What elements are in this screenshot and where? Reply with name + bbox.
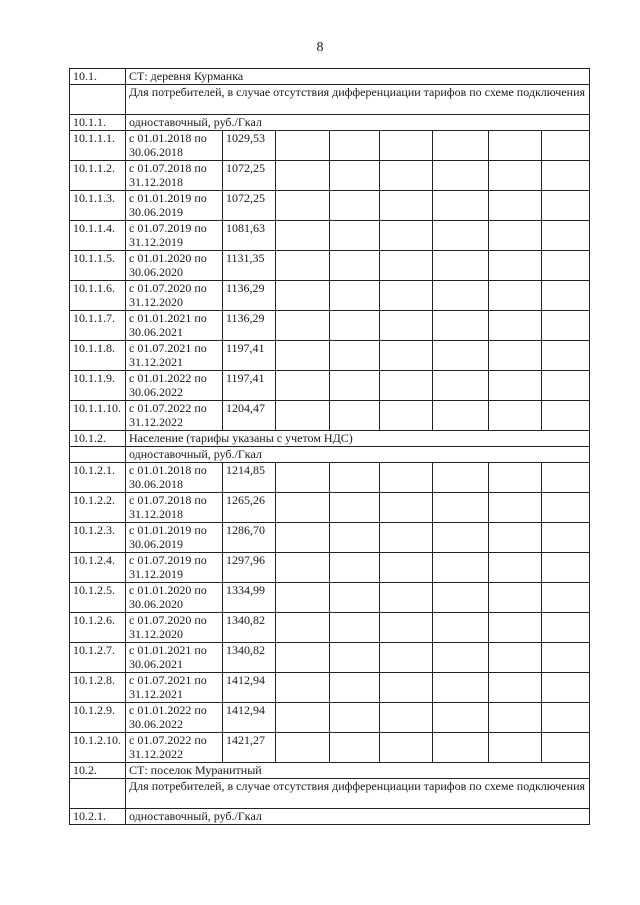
empty-cell [433, 221, 489, 251]
empty-cell [380, 371, 433, 401]
group-code: 10.2.1. [70, 809, 126, 825]
empty-cell [433, 191, 489, 221]
table-row [70, 311, 590, 341]
row-code: 10.1.1.10. [70, 401, 126, 431]
row-value: 1297,96 [223, 553, 276, 583]
row-code: 10.1.2.10. [70, 733, 126, 763]
table-row [70, 583, 590, 613]
empty-cell [380, 341, 433, 371]
empty-cell [433, 703, 489, 733]
empty-cell [380, 311, 433, 341]
row-code: 10.1.2.6. [70, 613, 126, 643]
table-row [70, 613, 590, 643]
row-period: с 01.01.2019 по 30.06.2019 [126, 523, 223, 553]
row-code: 10.1.2.9. [70, 703, 126, 733]
empty-cell [542, 131, 590, 161]
table-row [70, 401, 590, 431]
row-code: 10.1.2.3. [70, 523, 126, 553]
empty-cell [433, 553, 489, 583]
table-row [70, 281, 590, 311]
table-row [70, 493, 590, 523]
row-period: с 01.07.2021 по 31.12.2021 [126, 673, 223, 703]
empty-cell [542, 703, 590, 733]
empty-cell [276, 191, 330, 221]
table-row [70, 703, 590, 733]
empty-cell [489, 703, 542, 733]
empty-cell [542, 553, 590, 583]
empty-cell [433, 583, 489, 613]
group-label: одноставочный, руб./Гкал [126, 115, 590, 131]
empty-cell [433, 341, 489, 371]
group-header-row [70, 809, 590, 825]
table-row [70, 673, 590, 703]
row-period: с 01.07.2020 по 31.12.2020 [126, 613, 223, 643]
empty-cell [489, 281, 542, 311]
table-row [70, 161, 590, 191]
empty-cell [330, 341, 380, 371]
section-code: 10.2. [70, 763, 126, 779]
empty-cell [276, 401, 330, 431]
row-code: 10.1.2.1. [70, 463, 126, 493]
row-value: 1214,85 [223, 463, 276, 493]
empty-cell [433, 493, 489, 523]
empty-cell [433, 371, 489, 401]
group-subheader-row [70, 447, 590, 463]
table-row [70, 733, 590, 763]
empty-cell [433, 733, 489, 763]
empty-cell [276, 371, 330, 401]
table-row [70, 251, 590, 281]
empty-cell [380, 161, 433, 191]
empty-cell [489, 613, 542, 643]
empty-cell [542, 523, 590, 553]
table-row [70, 191, 590, 221]
row-code: 10.1.2.2. [70, 493, 126, 523]
section-code-spacer [70, 85, 126, 115]
empty-cell [489, 583, 542, 613]
row-code: 10.1.2.7. [70, 643, 126, 673]
empty-cell [330, 613, 380, 643]
empty-cell [276, 251, 330, 281]
empty-cell [542, 733, 590, 763]
empty-cell [330, 161, 380, 191]
row-code: 10.1.2.5. [70, 583, 126, 613]
empty-cell [330, 553, 380, 583]
empty-cell [542, 161, 590, 191]
tariff-table [69, 68, 590, 825]
empty-cell [380, 493, 433, 523]
table-row [70, 341, 590, 371]
empty-cell [330, 281, 380, 311]
table-row [70, 221, 590, 251]
empty-cell [489, 221, 542, 251]
empty-cell [542, 221, 590, 251]
row-period: с 01.01.2019 по 30.06.2019 [126, 191, 223, 221]
page-number: 8 [316, 40, 324, 55]
row-code: 10.1.1.4. [70, 221, 126, 251]
empty-cell [542, 583, 590, 613]
row-value: 1334,99 [223, 583, 276, 613]
row-value: 1072,25 [223, 161, 276, 191]
empty-cell [542, 463, 590, 493]
section-code-spacer [70, 779, 126, 809]
table-row [70, 371, 590, 401]
row-period: с 01.01.2020 по 30.06.2020 [126, 251, 223, 281]
tariff-table-body [70, 69, 590, 825]
empty-cell [433, 281, 489, 311]
empty-cell [489, 131, 542, 161]
row-period: с 01.07.2019 по 31.12.2019 [126, 221, 223, 251]
row-period: с 01.07.2020 по 31.12.2020 [126, 281, 223, 311]
table-row [70, 523, 590, 553]
empty-cell [276, 583, 330, 613]
row-code: 10.1.1.6. [70, 281, 126, 311]
group-code-spacer [70, 447, 126, 463]
row-value: 1136,29 [223, 281, 276, 311]
empty-cell [433, 161, 489, 191]
empty-cell [276, 643, 330, 673]
table-row [70, 643, 590, 673]
row-value: 1412,94 [223, 703, 276, 733]
empty-cell [380, 733, 433, 763]
section-code: 10.1. [70, 69, 126, 85]
empty-cell [433, 131, 489, 161]
empty-cell [276, 221, 330, 251]
row-value: 1204,47 [223, 401, 276, 431]
empty-cell [276, 673, 330, 703]
row-code: 10.1.1.3. [70, 191, 126, 221]
empty-cell [330, 523, 380, 553]
empty-cell [489, 341, 542, 371]
group-code: 10.1.2. [70, 431, 126, 447]
row-code: 10.1.1.1. [70, 131, 126, 161]
section-title-row [70, 69, 590, 85]
section-note: Для потребителей, в случае отсутствия дифференциации тарифов по схеме подключения [126, 779, 590, 809]
empty-cell [276, 311, 330, 341]
row-code: 10.1.1.7. [70, 311, 126, 341]
empty-cell [380, 401, 433, 431]
empty-cell [380, 703, 433, 733]
row-period: с 01.07.2022 по 31.12.2022 [126, 401, 223, 431]
row-period: с 01.01.2022 по 30.06.2022 [126, 371, 223, 401]
empty-cell [330, 493, 380, 523]
row-period: с 01.01.2022 по 30.06.2022 [126, 703, 223, 733]
empty-cell [330, 401, 380, 431]
row-value: 1286,70 [223, 523, 276, 553]
empty-cell [489, 493, 542, 523]
row-code: 10.1.2.8. [70, 673, 126, 703]
empty-cell [276, 523, 330, 553]
empty-cell [276, 703, 330, 733]
empty-cell [542, 281, 590, 311]
group-header-row [70, 431, 590, 447]
row-period: с 01.01.2021 по 30.06.2021 [126, 311, 223, 341]
group-label: Население (тарифы указаны с учетом НДС) [126, 431, 590, 447]
empty-cell [276, 341, 330, 371]
empty-cell [380, 251, 433, 281]
row-code: 10.1.1.9. [70, 371, 126, 401]
row-period: с 01.07.2019 по 31.12.2019 [126, 553, 223, 583]
empty-cell [489, 733, 542, 763]
empty-cell [330, 311, 380, 341]
empty-cell [489, 401, 542, 431]
row-value: 1197,41 [223, 371, 276, 401]
table-row [70, 131, 590, 161]
row-period: с 01.01.2020 по 30.06.2020 [126, 583, 223, 613]
empty-cell [330, 703, 380, 733]
empty-cell [276, 613, 330, 643]
row-value: 1412,94 [223, 673, 276, 703]
row-period: с 01.07.2018 по 31.12.2018 [126, 161, 223, 191]
empty-cell [433, 613, 489, 643]
empty-cell [330, 131, 380, 161]
section-title-row [70, 763, 590, 779]
row-code: 10.1.2.4. [70, 553, 126, 583]
empty-cell [433, 523, 489, 553]
empty-cell [380, 583, 433, 613]
row-value: 1421,27 [223, 733, 276, 763]
empty-cell [330, 463, 380, 493]
empty-cell [276, 131, 330, 161]
row-value: 1265,26 [223, 493, 276, 523]
empty-cell [380, 191, 433, 221]
empty-cell [542, 311, 590, 341]
empty-cell [433, 251, 489, 281]
empty-cell [380, 553, 433, 583]
empty-cell [330, 583, 380, 613]
empty-cell [542, 493, 590, 523]
empty-cell [433, 643, 489, 673]
group-sublabel: одноставочный, руб./Гкал [126, 447, 590, 463]
empty-cell [489, 673, 542, 703]
row-value: 1340,82 [223, 613, 276, 643]
empty-cell [330, 221, 380, 251]
empty-cell [542, 673, 590, 703]
empty-cell [276, 281, 330, 311]
empty-cell [330, 643, 380, 673]
empty-cell [276, 493, 330, 523]
empty-cell [276, 463, 330, 493]
row-code: 10.1.1.2. [70, 161, 126, 191]
empty-cell [380, 613, 433, 643]
empty-cell [489, 251, 542, 281]
empty-cell [542, 251, 590, 281]
empty-cell [330, 733, 380, 763]
empty-cell [380, 221, 433, 251]
section-note-row [70, 85, 590, 115]
empty-cell [380, 281, 433, 311]
empty-cell [489, 311, 542, 341]
empty-cell [433, 311, 489, 341]
row-value: 1131,35 [223, 251, 276, 281]
empty-cell [542, 401, 590, 431]
empty-cell [433, 673, 489, 703]
empty-cell [542, 613, 590, 643]
row-value: 1197,41 [223, 341, 276, 371]
group-label: одноставочный, руб./Гкал [126, 809, 590, 825]
empty-cell [380, 131, 433, 161]
empty-cell [489, 463, 542, 493]
section-title: СТ: поселок Муранитный [126, 763, 590, 779]
empty-cell [489, 371, 542, 401]
empty-cell [542, 191, 590, 221]
row-value: 1081,63 [223, 221, 276, 251]
empty-cell [276, 733, 330, 763]
row-value: 1072,25 [223, 191, 276, 221]
row-period: с 01.07.2021 по 31.12.2021 [126, 341, 223, 371]
empty-cell [489, 523, 542, 553]
empty-cell [433, 401, 489, 431]
empty-cell [489, 643, 542, 673]
empty-cell [330, 251, 380, 281]
empty-cell [489, 191, 542, 221]
empty-cell [433, 463, 489, 493]
empty-cell [489, 553, 542, 583]
empty-cell [330, 371, 380, 401]
row-value: 1136,29 [223, 311, 276, 341]
table-row [70, 553, 590, 583]
section-title: СТ: деревня Курманка [126, 69, 590, 85]
empty-cell [380, 463, 433, 493]
empty-cell [276, 161, 330, 191]
empty-cell [489, 161, 542, 191]
row-period: с 01.01.2021 по 30.06.2021 [126, 643, 223, 673]
empty-cell [380, 643, 433, 673]
table-row [70, 463, 590, 493]
row-period: с 01.07.2018 по 31.12.2018 [126, 493, 223, 523]
row-code: 10.1.1.8. [70, 341, 126, 371]
empty-cell [542, 643, 590, 673]
row-period: с 01.01.2018 по 30.06.2018 [126, 463, 223, 493]
row-period: с 01.07.2022 по 31.12.2022 [126, 733, 223, 763]
empty-cell [330, 673, 380, 703]
section-note-row [70, 779, 590, 809]
row-period: с 01.01.2018 по 30.06.2018 [126, 131, 223, 161]
empty-cell [276, 553, 330, 583]
row-value: 1340,82 [223, 643, 276, 673]
row-code: 10.1.1.5. [70, 251, 126, 281]
empty-cell [542, 341, 590, 371]
group-code: 10.1.1. [70, 115, 126, 131]
empty-cell [542, 371, 590, 401]
row-value: 1029,53 [223, 131, 276, 161]
group-header-row [70, 115, 590, 131]
empty-cell [330, 191, 380, 221]
section-note: Для потребителей, в случае отсутствия дифференциации тарифов по схеме подключения [126, 85, 590, 115]
empty-cell [380, 673, 433, 703]
empty-cell [380, 523, 433, 553]
